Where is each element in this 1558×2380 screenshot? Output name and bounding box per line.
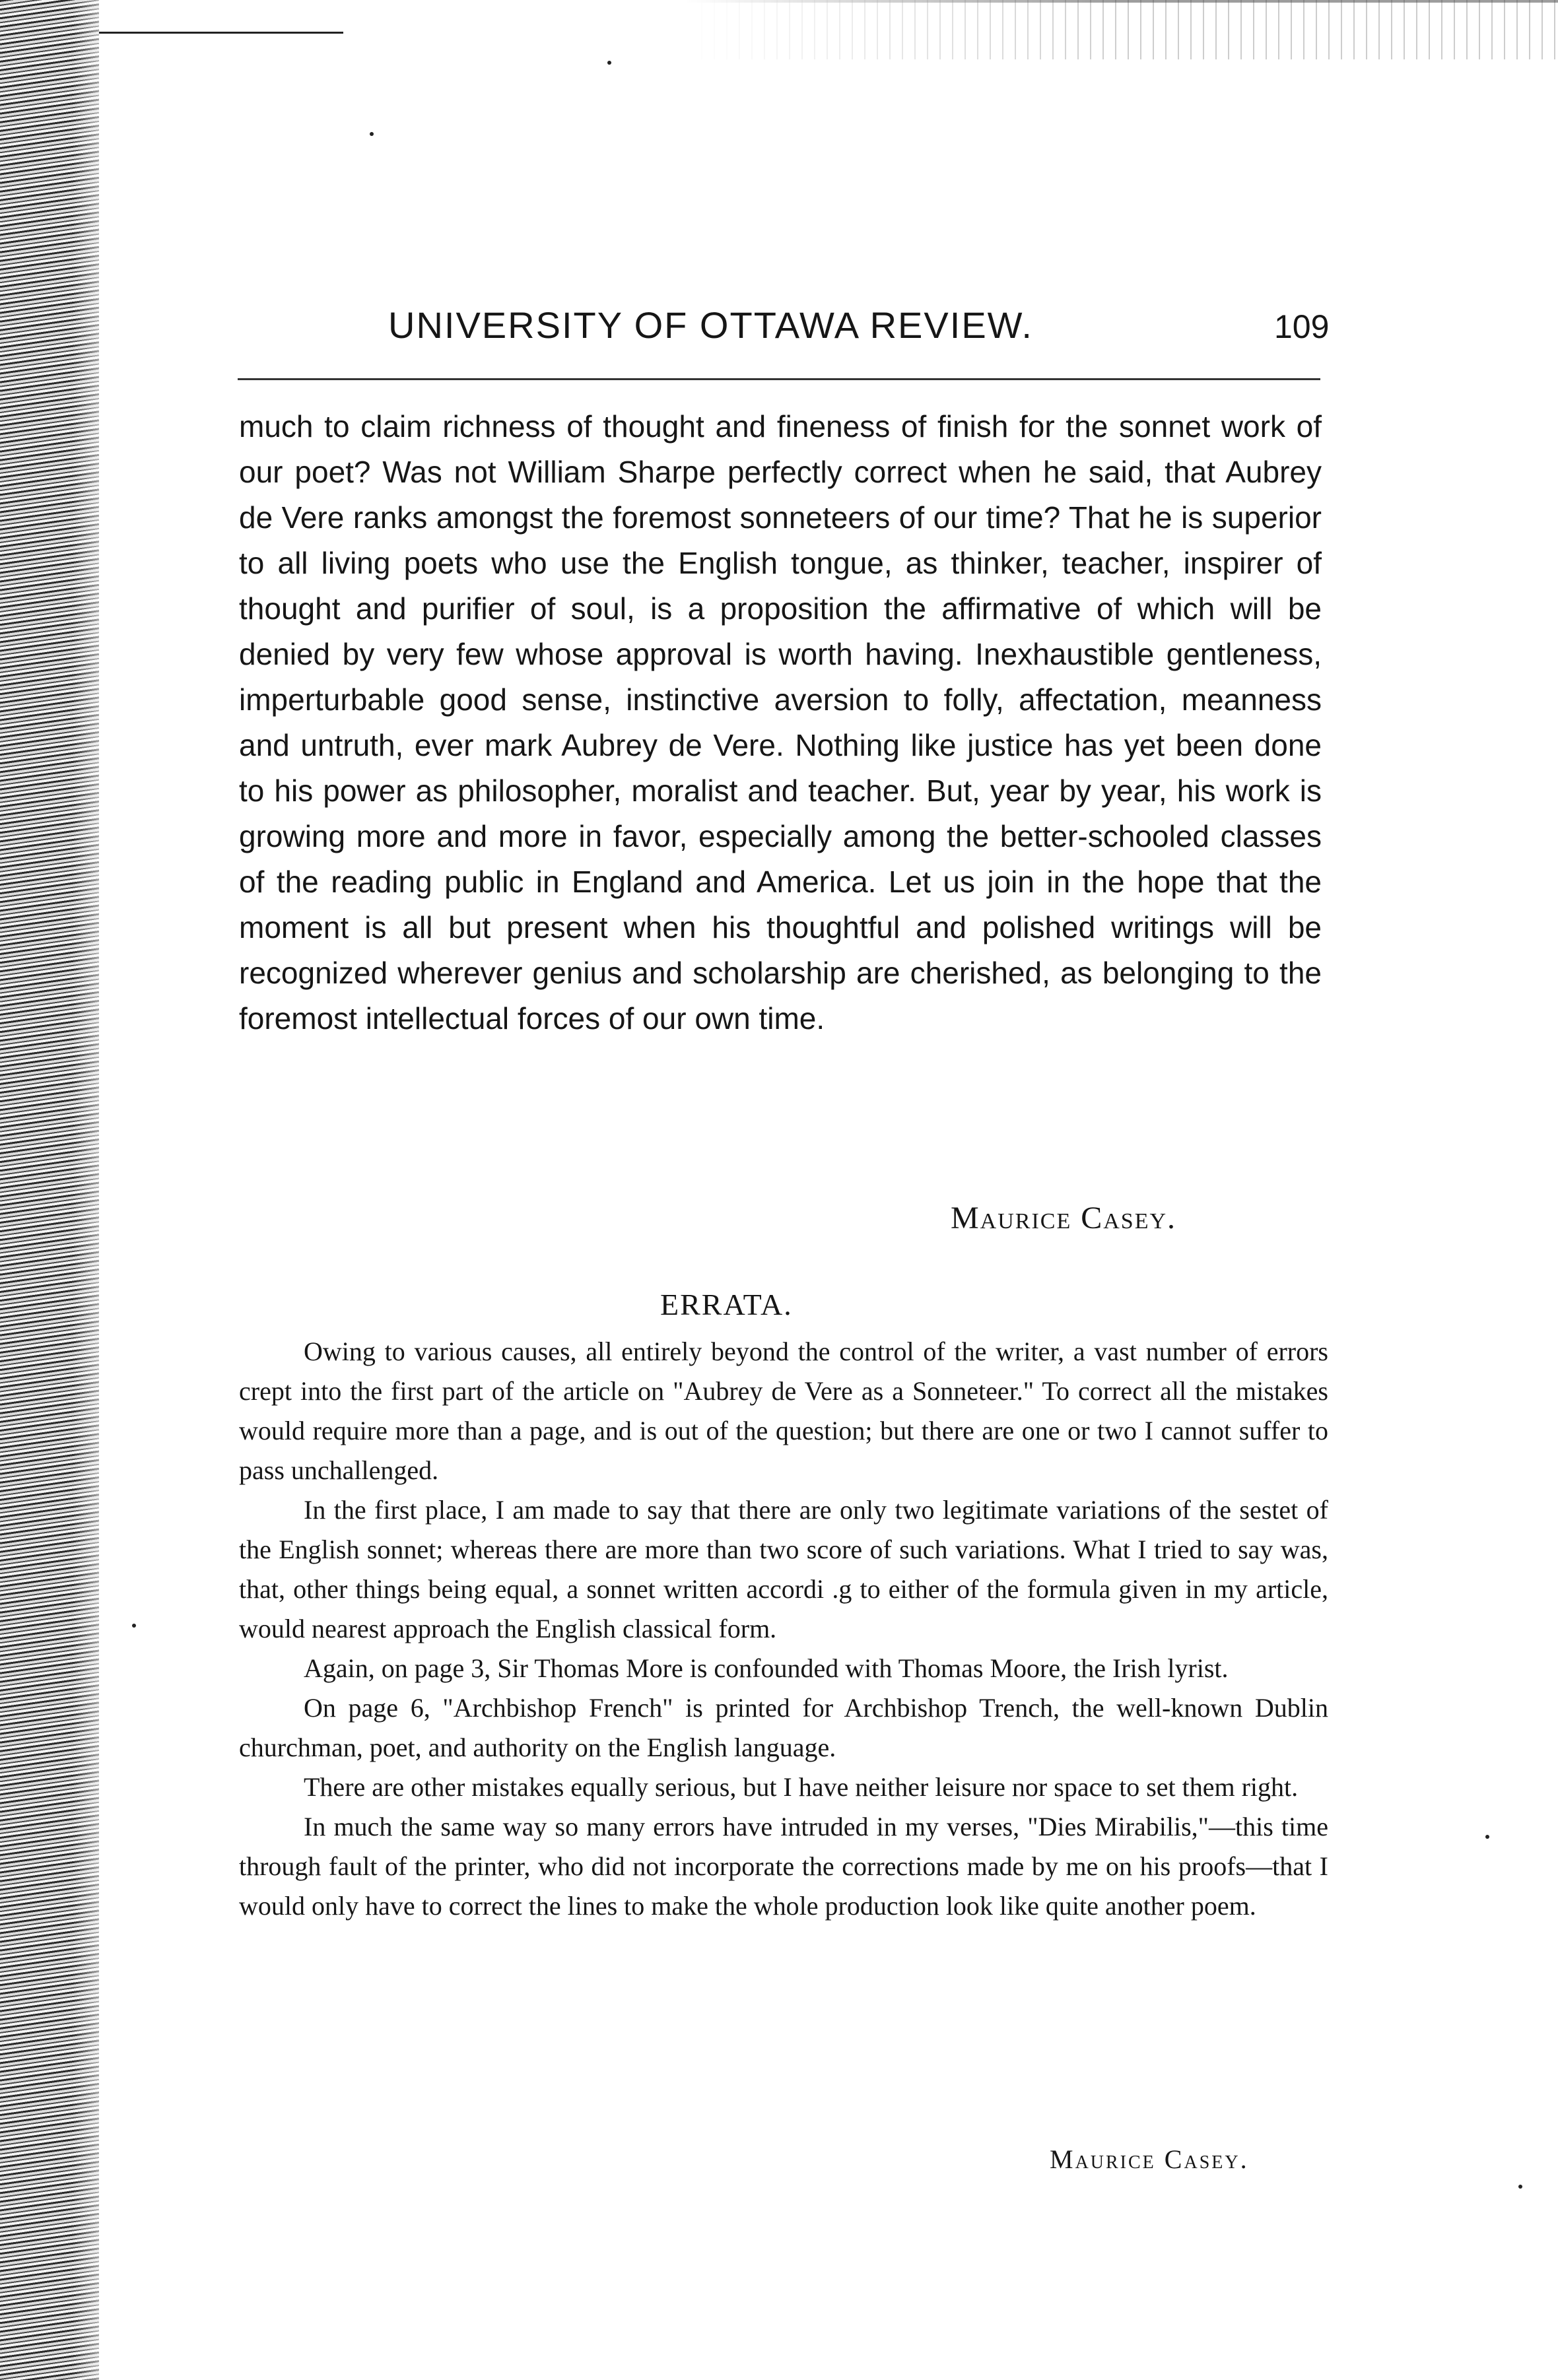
running-title: UNIVERSITY OF OTTAWA REVIEW.: [388, 304, 1033, 346]
scan-speck: [1485, 1835, 1489, 1839]
errata-paragraph: On page 6, "Archbishop French" is printed for Archbishop Trench, the well-known Dublin churchman, poet, and authority on the English language.: [239, 1693, 1328, 1762]
page-number: 109: [1274, 308, 1330, 345]
errata-signature: Maurice Casey.: [1050, 2144, 1249, 2174]
errata-heading: ERRATA.: [660, 1288, 793, 1321]
errata-paragraph: In the first place, I am made to say that there are only two legitimate variations of the sestet of the English sonnet; whereas there are more than two score of such variations. What I tried to say was, that, other things being equal, a sonnet written accordi .g to either of the formula given in my article, would nearest approach the English classical form.: [239, 1495, 1328, 1643]
errata-paragraph: In much the same way so many errors have intruded in my verses, "Dies Mirabilis,"—this time through fault of the printer, who did not incorporate the corrections made by me on his proofs—that I would only have to correct the lines to make the whole production look like quite another poem.: [239, 1812, 1328, 1921]
scan-speck: [607, 61, 611, 65]
scan-speck: [370, 132, 374, 136]
scan-speck: [132, 1624, 136, 1628]
errata-paragraph: Owing to various causes, all entirely beyond the control of the writer, a vast number of errors crept into the first part of the article on "Aubrey de Vere as a Sonneteer." To correct all the mistakes would require more than a page, and is out of the question; but there are one or two I cannot suffer to pass unchallenged.: [239, 1337, 1328, 1485]
scan-noise-top: [99, 0, 1558, 59]
errata-paragraph: There are other mistakes equally serious, but I have neither leisure nor space to set them right.: [304, 1772, 1299, 1802]
errata-section: [239, 1332, 1328, 1926]
errata-paragraph: Again, on page 3, Sir Thomas More is confounded with Thomas Moore, the Irish lyrist.: [304, 1653, 1229, 1683]
scan-speck: [1518, 2185, 1522, 2189]
header-rule: [238, 378, 1320, 380]
page-header: [238, 304, 1330, 356]
article-signature: Maurice Casey.: [951, 1201, 1177, 1236]
binding-shadow: [73, 0, 119, 2380]
article-paragraph: much to claim richness of thought and fineness of finish for the sonnet work of our poet? Was not William Sharpe perfectly correct when he said, that Aubrey de Vere ranks amongst the foremost sonneteers of our time? That he is superior to all living poets who use the English tongue, as thinker, teacher, inspirer of thought and purifier of soul, is a proposition the affirmative of which will be denied by very few whose approval is worth having. Inexhaustible gentleness, imperturbable good sense, instinctive aversion to folly, affectation, meanness and untruth, ever mark Aubrey de Vere. Nothing like justice has yet been done to his power as philosopher, moralist and teacher. But, year by year, his work is growing more and more in favor, especially among the better-schooled classes of the reading public in England and America. Let us join in the hope that the moment is all but present when his thoughtful and polished writings will be recognized wherever genius and scholarship are cherished, as belonging to the foremost intellectual forces of our own time.: [239, 409, 1322, 1036]
scan-mark-line: [99, 32, 343, 34]
